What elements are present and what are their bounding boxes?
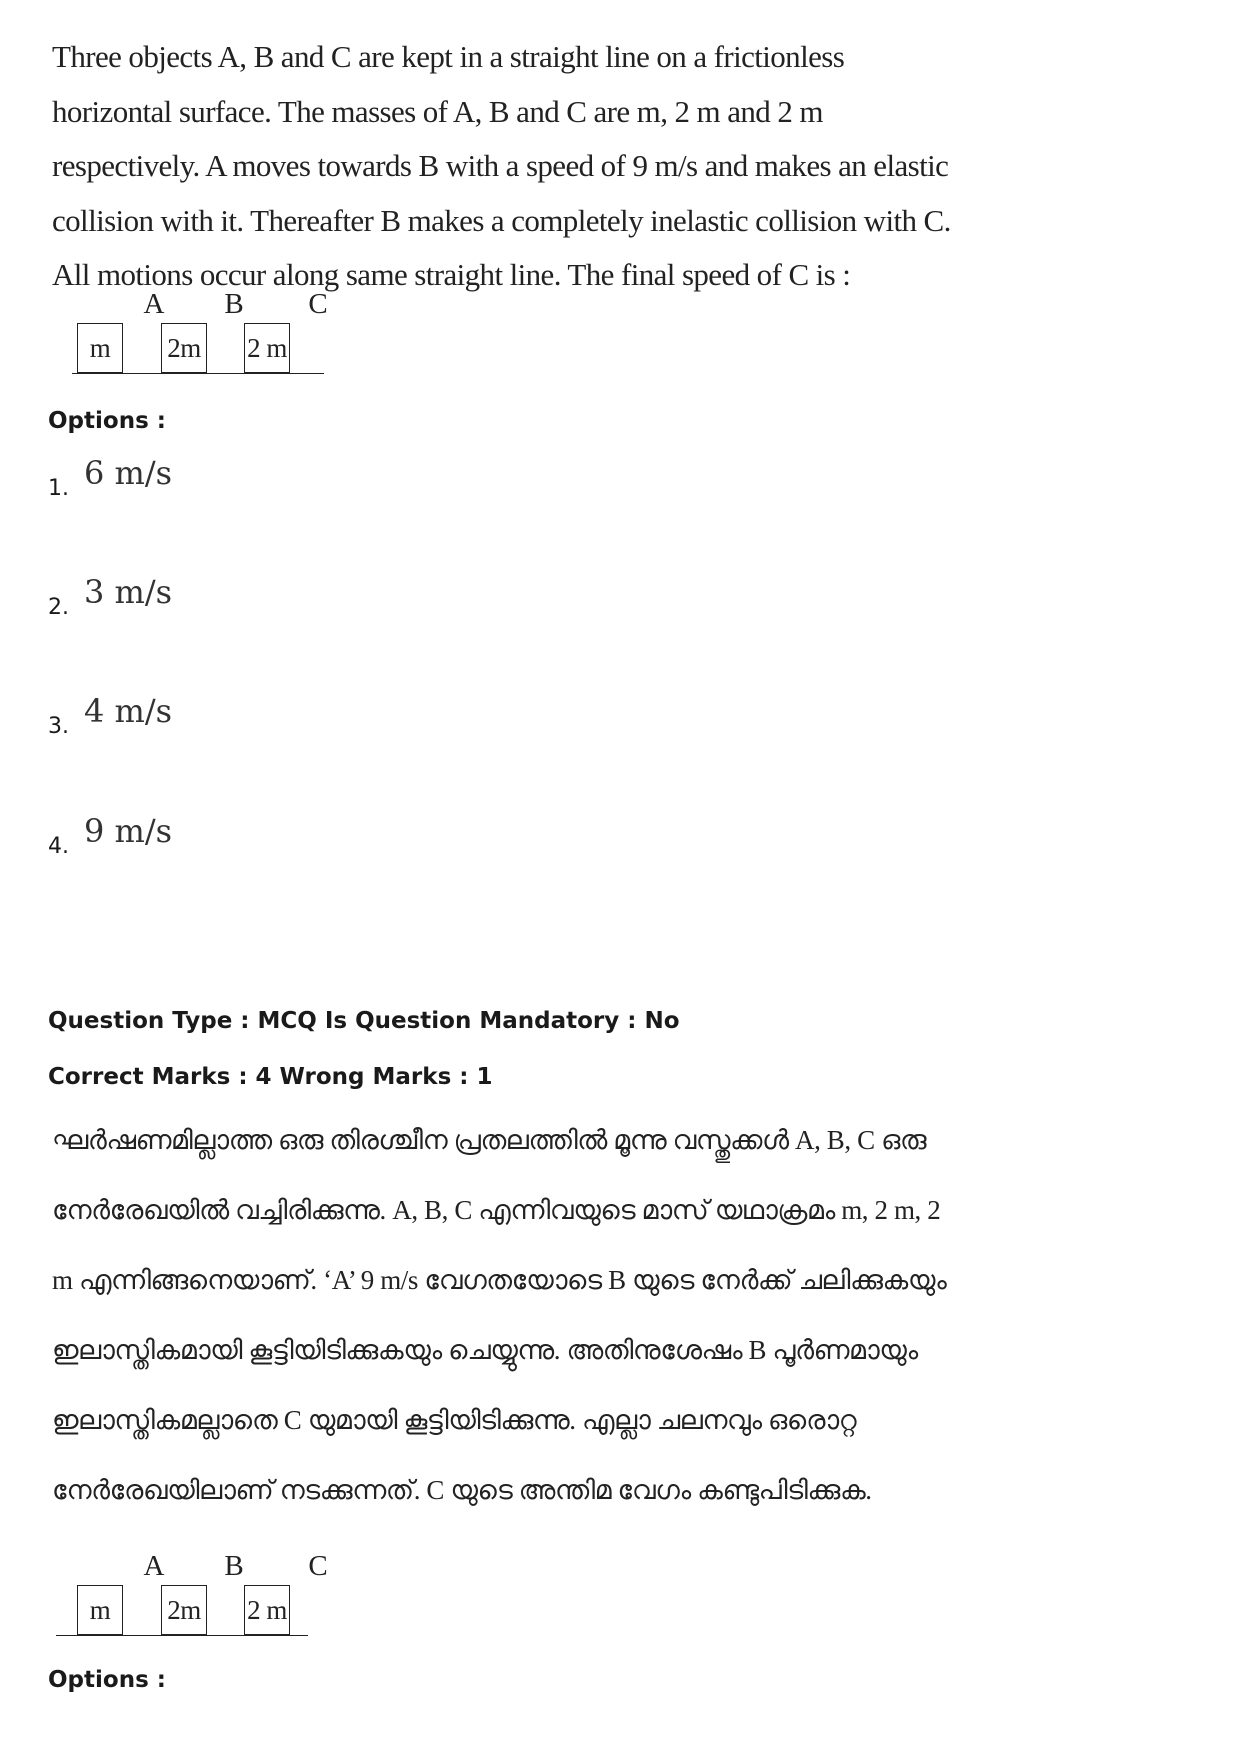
label-a: A [143,1550,165,1582]
block-a: m [77,323,123,373]
marks-line: Correct Marks : 4 Wrong Marks : 1 [48,1064,493,1090]
ground-line [56,1635,308,1636]
option-value: 6 m/s [84,454,173,492]
option-1 [48,454,448,514]
option-value: 9 m/s [84,812,173,850]
option-value: 4 m/s [84,692,173,730]
option-3 [48,692,448,752]
option-number: 1. [48,476,69,501]
question-type-line: Question Type : MCQ Is Question Mandatory : No [48,1008,680,1034]
label-a: A [143,288,165,320]
question-text-english: Three objects A, B and C are kept in a straight line on a frictionless horizontal surface. The masses of A, B and C are m, 2 m and 2 m respectively. A moves towards B with a speed of 9 m/s and makes an elastic collision with it. Thereafter B makes a completely inelastic collision with C. All motions occur along same straight line. The final speed of C is : [52,39,951,292]
label-b: B [224,288,244,320]
option-number: 4. [48,834,69,859]
block-b: 2m [161,1585,207,1635]
label-c: C [308,1550,328,1582]
block-c: 2 m [244,1585,290,1635]
block-c: 2 m [244,323,290,373]
collision-diagram-malayalam [56,1550,328,1640]
collision-diagram [56,288,328,378]
options-heading-2: Options : [48,1667,166,1693]
ground-line [72,373,324,374]
question-text-malayalam: ഘർഷണമില്ലാത്ത ഒരു തിരശ്ചീന പ്രതലത്തിൽ മൂന്നു വസ്തുക്കൾ A, B, C ഒരു നേർരേഖയിൽ വച്ചിരിക്കുന്നു. A, B, C എന്നിവയുടെ മാസ് യഥാക്രമം m, 2 m, 2 m എന്നിങ്ങനെയാണ്. ‘A’ 9 m/s വേഗതയോടെ B യുടെ നേർക്ക് ചലിക്കുകയും ഇലാസ്തികമായി കൂട്ടിയിടിക്കുകയും ചെയ്യുന്നു. അതിനുശേഷം B പൂർണമായും ഇലാസ്തികമല്ലാതെ C യുമായി കൂട്ടിയിടിക്കുന്നു. എല്ലാ ചലനവും ഒരൊറ്റ നേർരേഖയിലാണ് നടക്കുന്നത്. C യുടെ അന്തിമ വേഗം കണ്ടുപിടിക്കുക. [52,1125,947,1505]
options-heading: Options : [48,408,166,434]
option-value: 3 m/s [84,573,173,611]
option-4 [48,812,448,872]
block-a: m [77,1585,123,1635]
label-c: C [308,288,328,320]
option-number: 2. [48,595,69,620]
option-number: 3. [48,714,69,739]
block-b: 2m [161,323,207,373]
option-2 [48,573,448,633]
label-b: B [224,1550,244,1582]
